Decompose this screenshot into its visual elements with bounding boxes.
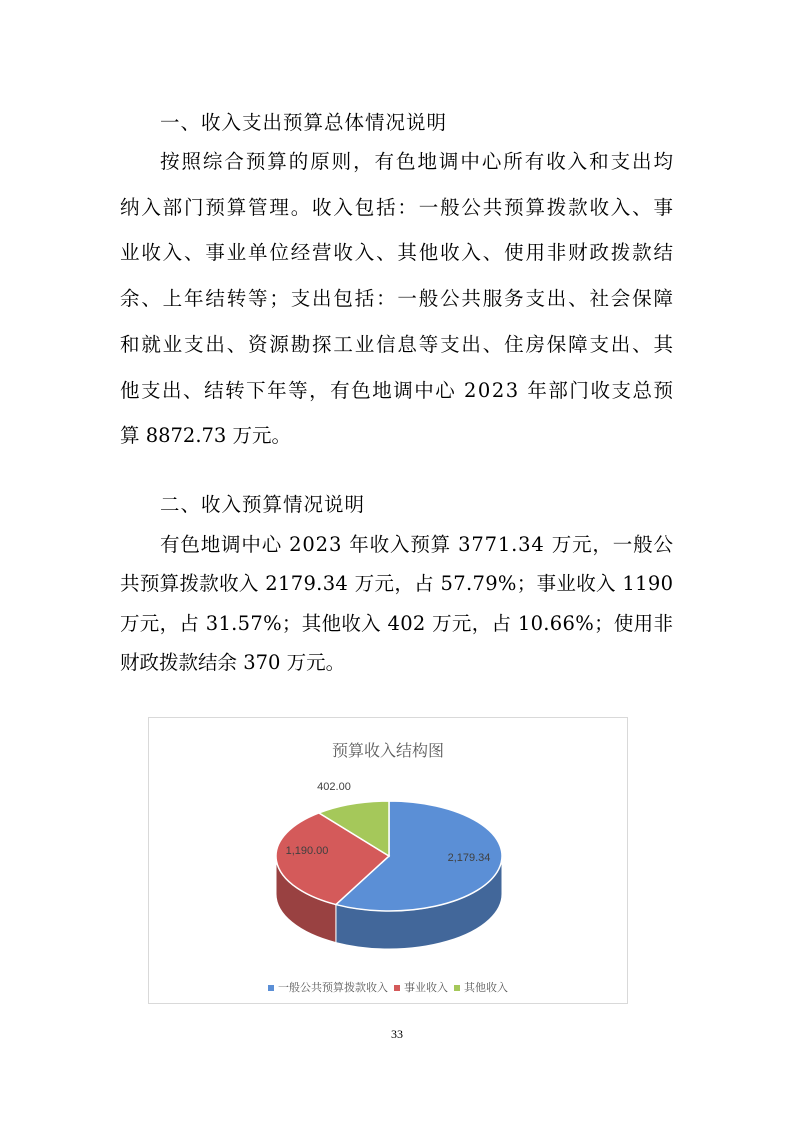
legend-label: 一般公共预算拨款收入 [278, 981, 388, 994]
legend-label: 事业收入 [404, 981, 448, 994]
legend-swatch [454, 985, 460, 991]
legend-label: 其他收入 [464, 981, 508, 994]
paragraph-line: 业收入、事业单位经营收入、其他收入、使用非财政拨款结 [120, 241, 675, 265]
paragraph-line: 万元，占 31.57%；其他收入 402 万元，占 10.66%；使用非 [120, 611, 674, 635]
pie-chart-svg [149, 718, 627, 1003]
paragraph-line: 按照综合预算的原则，有色地调中心所有收入和支出均 [160, 150, 675, 173]
paragraph-line: 有色地调中心 2023 年收入预算 3771.34 万元，一般公 [160, 533, 674, 556]
pie-data-label: 2,179.34 [447, 852, 491, 864]
paragraph-line: 共预算拨款收入 2179.34 万元，占 57.79%；事业收入 1190 [120, 572, 674, 596]
paragraph-line: 和就业支出、资源勘探工业信息等支出、住房保障支出、其 [120, 332, 675, 356]
paragraph-line: 纳入部门预算管理。收入包括：一般公共预算拨款收入、事 [120, 195, 675, 219]
paragraph-line: 算 8872.73 万元。 [120, 424, 292, 448]
pie-data-label: 1,190.00 [285, 845, 329, 857]
page-number: 33 [391, 1027, 403, 1041]
paragraph-line: 他支出、结转下年等，有色地调中心 2023 年部门收支总预 [120, 378, 675, 402]
section-2-heading: 二、收入预算情况说明 [160, 493, 366, 516]
legend-item [454, 979, 508, 995]
legend-swatch [394, 985, 400, 991]
income-structure-chart [148, 717, 628, 1004]
legend-item [394, 979, 448, 995]
chart-title: 预算收入结构图 [331, 741, 444, 760]
paragraph-line: 财政拨款结余 370 万元。 [120, 650, 346, 674]
pie-data-label: 402.00 [317, 781, 351, 793]
legend-item [268, 979, 388, 995]
chart-legend [149, 979, 627, 995]
legend-swatch [268, 985, 274, 991]
paragraph-line: 余、上年结转等；支出包括：一般公共服务支出、社会保障 [120, 287, 675, 311]
section-1-heading: 一、收入支出预算总体情况说明 [160, 111, 448, 134]
